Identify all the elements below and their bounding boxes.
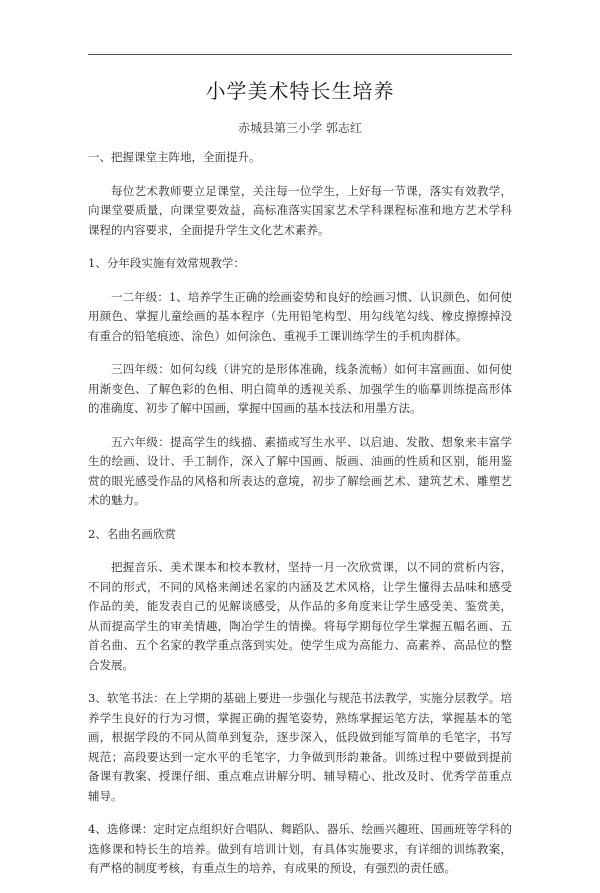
body-paragraph: 每位艺术教师要立足课堂，关注每一位学生，上好每一节课，落实有效教学，向课堂要质量，向课堂要效益，高标准落实国家艺术学科课程标准和地方艺术学科课程的内容要求，全面提升学生文化艺术素养。 <box>88 183 512 237</box>
body-paragraph: 五六年级：提高学生的线描、素描或写生水平、以启迪、发散、想象来丰富学生的绘画、设计、手工制作，深入了解中国画、版画、油画的性质和区别，能用鉴赏的眼光感受作品的风格和所表达的意境，初步了解绘画艺术、建筑艺术、雕塑艺术的魅力。 <box>88 434 512 507</box>
document-title: 小学美术特长生培养 <box>205 79 395 103</box>
section-heading: 1、分年段实施有效常规教学： <box>88 256 245 270</box>
section-paragraph: 3、软笔书法：在上学期的基础上要进一步强化与规范书法教学，实施分层教学。培养学生良好的行为习惯，掌握正确的握笔姿势，熟练掌握运笔方法，掌握基本的笔画，根据学段的不同从简单到复杂，逐步深入，低段做到能写简单的毛笔字，书写规范；高段要达到一定水平的毛笔字，力争做到形韵兼备。训练过程中要做到提前备课有教案、授课仔细、重点难点讲解分明、辅导精心、批改及时、优秀学苗重点辅导。 <box>88 691 512 803</box>
body-paragraph: 把握音乐、美术课本和校本教材，坚持一月一次欣赏课，以不同的赏析内容，不同的形式，不同的风格来阐述名家的内涵及艺术风格，让学生懂得去品味和感受作品的美，能发表自己的见解谈感受，从作品的多角度来让学生感受美、鉴赏美，从而提高学生的审美情趣，陶冶学生的情操。将每学期每位学生掌握五幅名画、五首名曲、五个名家的教学重点落到实处。使学生成为高能力、高素养、高品位的整合发展。 <box>88 560 512 672</box>
section-heading: 一、把握课堂主阵地，全面提升。 <box>88 150 261 164</box>
header-rule <box>88 54 512 55</box>
section-paragraph: 4、选修课：定时定点组织好合唱队、舞蹈队、器乐、绘画兴趣班、国画班等学科的选修课和特长生的培养。做到有培训计划，有具体实施要求，有详细的训练教案，有严格的制度考核，有重点生的培养，有成果的预设，有强烈的责任感。 <box>88 822 512 875</box>
document-body <box>88 148 512 893</box>
body-paragraph: 一二年级：1、培养学生正确的绘画姿势和良好的绘画习惯、认识颜色、如何使用颜色、掌握儿童绘画的基本程序（先用铅笔构型、用勾线笔勾线、橡皮擦擦掉没有重合的铅笔痕迹、涂色）如何涂色、重视手工课训练学生的手机肉群体。 <box>88 289 512 343</box>
document-author: 赤城县第三小学 郭志红 <box>238 121 362 135</box>
section-heading: 2、名曲名画欣赏 <box>88 526 176 541</box>
body-paragraph: 三四年级：如何勾线（讲究的是形体准确，线条流畅）如何丰富画面、如何使用渐变色、了解色彩的色相、明白简单的透视关系、加强学生的临摹训练提高形体的准确度、初步了解中国画，掌握中国画的基本技法和用墨方法。 <box>88 362 512 415</box>
